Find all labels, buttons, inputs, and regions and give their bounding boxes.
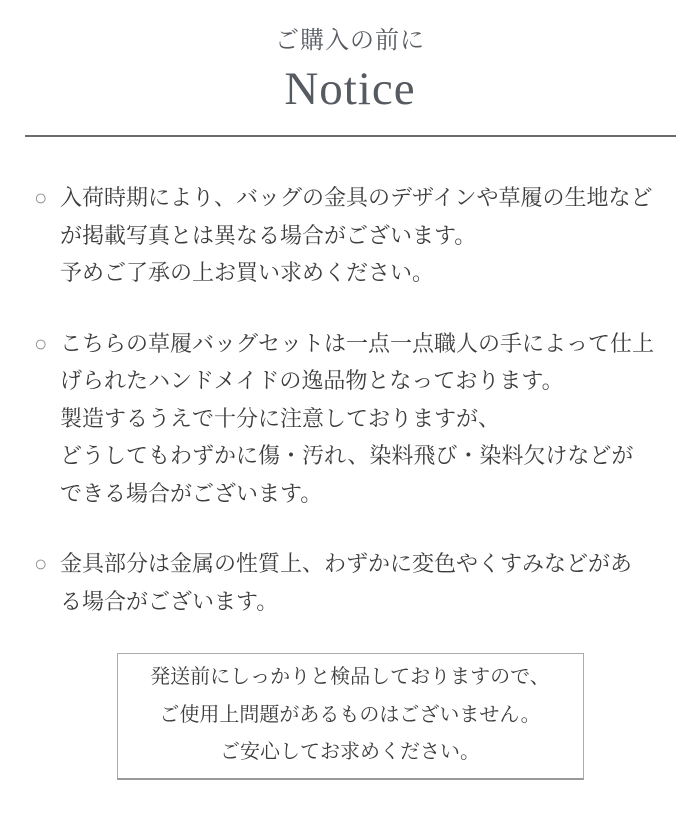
assurance-text-line: ご使用上問題があるものはございません。 <box>159 703 541 726</box>
notice-list <box>34 179 674 620</box>
page-header <box>0 0 700 117</box>
page-subtitle-japanese: ご購入の前に <box>275 28 425 54</box>
notice-text-line: 予めご了承の上お買い求めください。 <box>60 260 435 285</box>
assurance-text-line: ご安心してお求めください。 <box>220 741 480 763</box>
notice-item-handmade <box>34 325 674 513</box>
assurance-text-line: 発送前にしっかりと検品しておりますので、 <box>150 666 550 688</box>
circle-bullet-icon: ○ <box>34 551 48 576</box>
notice-text-line: 製造するうえで十分に注意しておりますが、 <box>60 405 501 431</box>
notice-text-line: できる場合がございます。 <box>60 480 323 506</box>
notice-text-line: げられたハンドメイドの逸品物となっております。 <box>60 368 564 393</box>
header-divider <box>25 135 676 137</box>
notice-text-line: る場合がございます。 <box>60 588 279 614</box>
notice-text-line: どうしてもわずかに傷・汚れ、染料飛び・染料欠けなどが <box>60 443 634 468</box>
circle-bullet-icon: ○ <box>34 185 48 210</box>
notice-text-line: 入荷時期により、バッグの金具のデザインや草履の生地など <box>60 185 653 210</box>
inspection-assurance-box <box>117 653 584 780</box>
circle-bullet-icon: ○ <box>34 330 48 356</box>
notice-text-line: こちらの草履バッグセットは一点一点職人の手によって仕上 <box>60 330 655 356</box>
notice-text-line: 金具部分は金属の性質上、わずかに変色やくすみなどがあ <box>60 551 633 576</box>
page-title: Notice <box>284 63 416 115</box>
notice-item-metal-parts <box>34 545 674 620</box>
notice-text-line: が掲載写真とは異なる場合がございます。 <box>60 222 477 248</box>
notice-item-stock-variation <box>34 179 674 292</box>
